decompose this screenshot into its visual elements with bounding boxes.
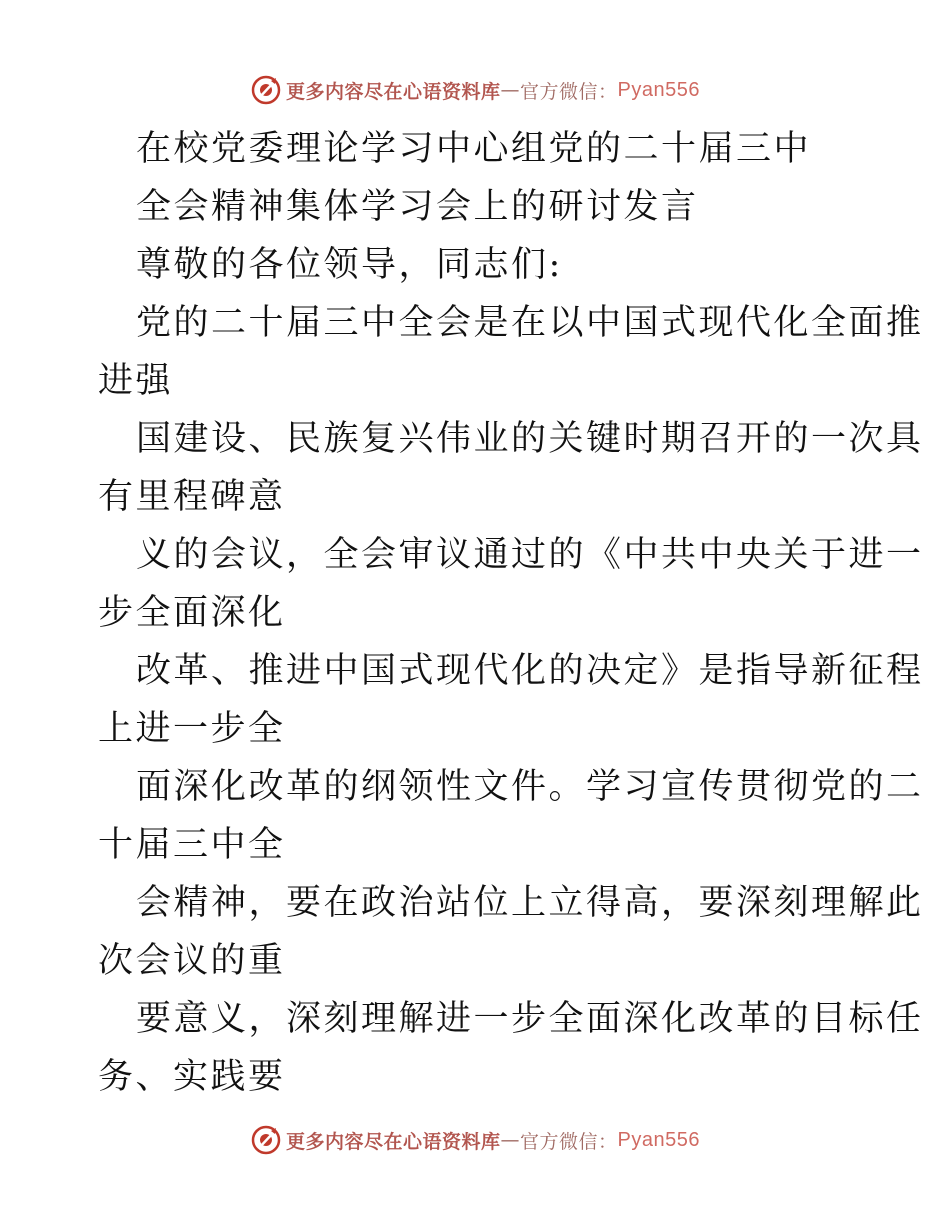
doc-title-line-2: 全会精神集体学习会上的研讨发言 bbox=[136, 187, 699, 227]
banner-wechat-id: Pyan556 bbox=[617, 78, 700, 101]
banner-sub-text: 官方微信： bbox=[520, 80, 618, 103]
doc-paragraph-line: 义的会议，全会审议通过的《中共中央关于进一 bbox=[136, 535, 924, 575]
footer-watermark-banner bbox=[0, 1120, 950, 1160]
doc-paragraph-line: 十届三中全 bbox=[98, 825, 286, 865]
doc-paragraph-line: 有里程碑意 bbox=[98, 477, 286, 517]
doc-paragraph-line: 要意义，深刻理解进一步全面深化改革的目标任 bbox=[136, 999, 924, 1039]
doc-salutation: 尊敬的各位领导，同志们: bbox=[136, 245, 563, 285]
doc-paragraph-line: 次会议的重 bbox=[98, 941, 286, 981]
banner-wechat-id: Pyan556 bbox=[617, 1128, 700, 1151]
doc-paragraph-line: 进强 bbox=[98, 361, 174, 401]
logo-icon bbox=[250, 74, 282, 106]
banner-dash: — bbox=[500, 1129, 521, 1151]
banner-dash: — bbox=[500, 79, 521, 101]
banner-main-text: 更多内容尽在心语资料库 bbox=[286, 1130, 501, 1153]
doc-paragraph-line: 改革、推进中国式现代化的决定》是指导新征程 bbox=[136, 651, 924, 691]
banner-sub-text: 官方微信： bbox=[520, 1130, 618, 1153]
header-watermark-banner bbox=[0, 70, 950, 110]
doc-paragraph-line: 会精神，要在政治站位上立得高，要深刻理解此 bbox=[136, 883, 924, 923]
doc-paragraph-line: 务、实践要 bbox=[98, 1057, 286, 1097]
doc-paragraph-line: 党的二十届三中全会是在以中国式现代化全面推 bbox=[136, 303, 924, 343]
doc-paragraph-line: 步全面深化 bbox=[98, 593, 286, 633]
doc-paragraph-line: 上进一步全 bbox=[98, 709, 286, 749]
doc-title-line-1: 在校党委理论学习中心组党的二十届三中 bbox=[136, 129, 812, 169]
logo-icon bbox=[250, 1124, 282, 1156]
document-body bbox=[98, 120, 924, 1106]
banner-main-text: 更多内容尽在心语资料库 bbox=[286, 80, 501, 103]
doc-paragraph-line: 面深化改革的纲领性文件。学习宣传贯彻党的二 bbox=[136, 767, 924, 807]
doc-paragraph-line: 国建设、民族复兴伟业的关键时期召开的一次具 bbox=[136, 419, 924, 459]
